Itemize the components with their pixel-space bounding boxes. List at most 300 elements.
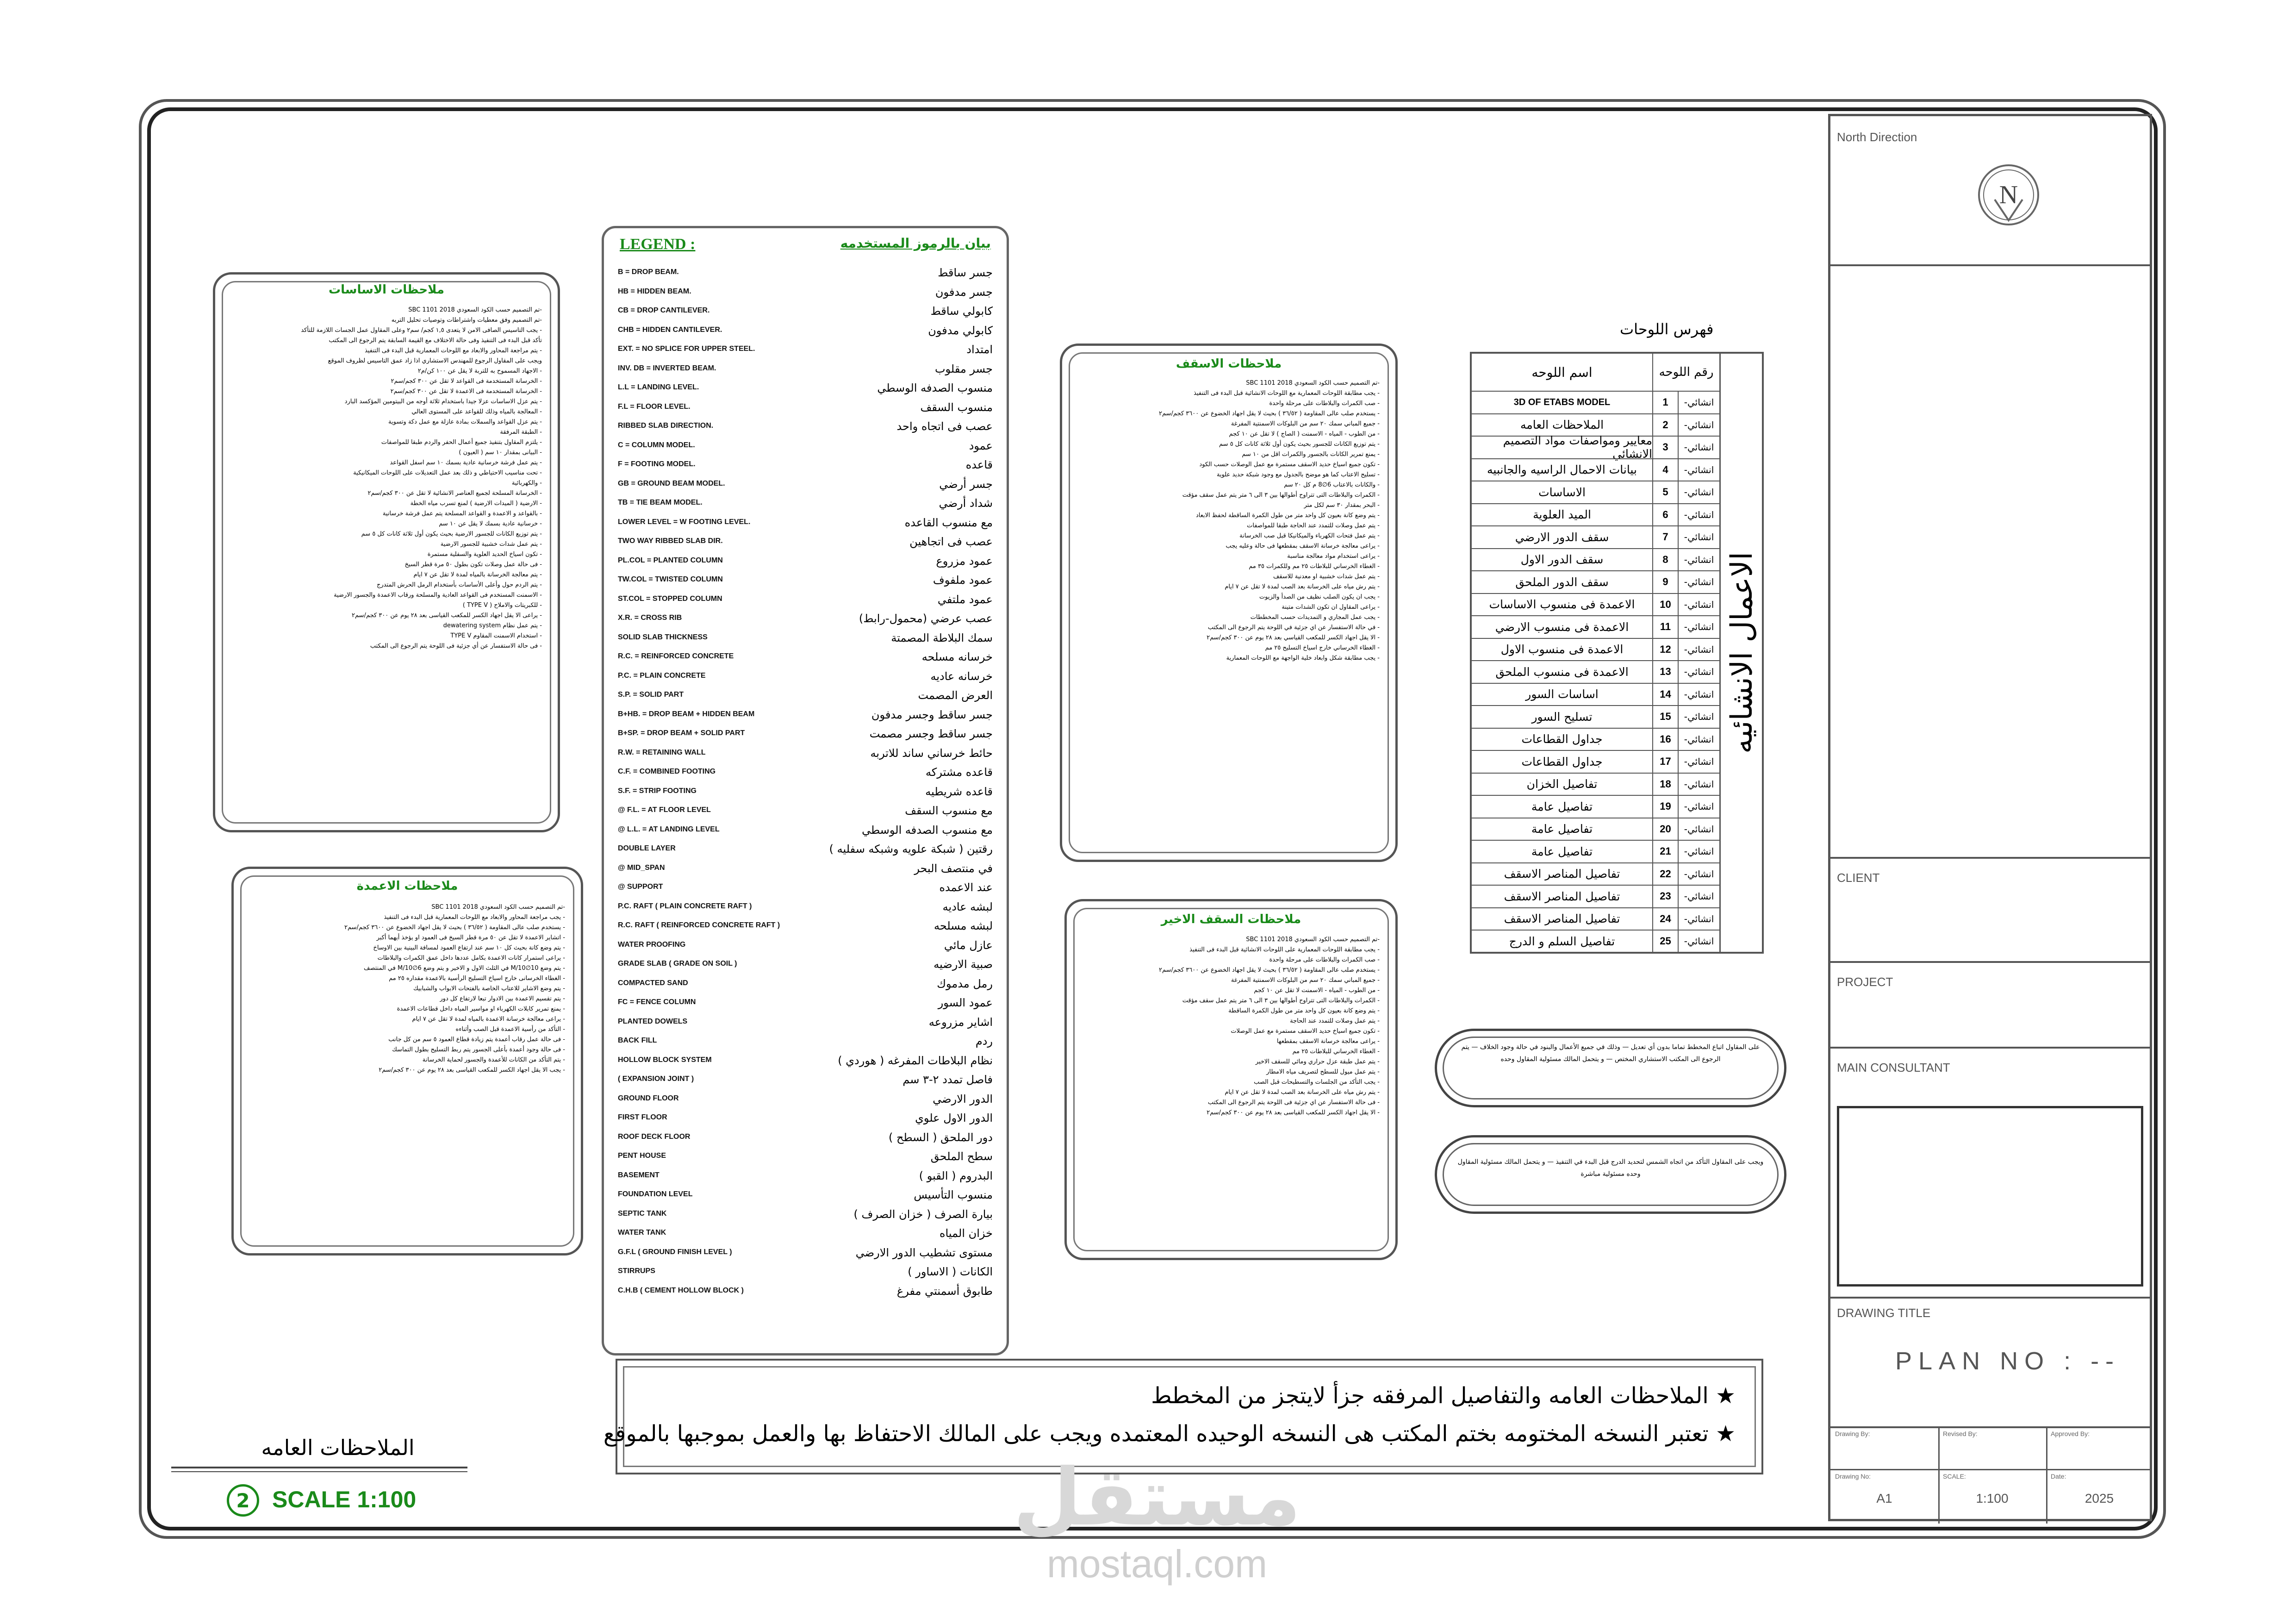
sheet-prefix: انشائي-	[1678, 841, 1719, 862]
note-line: - يتم عمل فتحات الكهرباء والميكانيكا قبل صب الخرسانة	[1239, 532, 1380, 539]
legend-meaning: رمل مدموك	[937, 977, 993, 990]
note-line: - يتم عمل شدات خشبية او معدنية للاسقف	[1273, 573, 1380, 580]
sheet-index-row	[1472, 705, 1719, 728]
tb-divider-4	[1830, 1047, 2150, 1049]
drawing-title-label: DRAWING TITLE	[1837, 1306, 1931, 1320]
note-pill-1-text: على المقاول اتباع المخطط تماما بدون أي تعديل — وذلك في جميع الأعمال والبنود في حالة وجود الخلاف — يتم الرجوع الى المكتب الاستشاري المختص — و يتحمل المالك مسئولية المقاول وحده	[1461, 1043, 1760, 1063]
sheet-index-row	[1472, 391, 1719, 413]
sheet-index-row	[1472, 548, 1719, 571]
tb-hline	[1830, 1469, 2150, 1470]
notes-columns-lines	[249, 902, 565, 1075]
legend-meaning: لبشه مسلحه	[933, 919, 993, 932]
legend-meaning: الدور الارضي	[933, 1092, 993, 1106]
legend-symbol: B+SP. = DROP BEAM + SOLID PART	[618, 729, 745, 737]
sheet-number: 22	[1652, 863, 1678, 885]
sheet-index-row	[1472, 615, 1719, 638]
note-line: - فى حالة وجود أعمدة بأعلى الجسور يتم ربط التسليح بطول التماسك	[392, 1046, 565, 1053]
note-line: - الكمرات والبلاطات التى تتراوح أطوالها بين ٣ الى ٦ متر يتم عمل سقف مؤقت	[1182, 997, 1380, 1004]
legend-meaning: ردم	[975, 1035, 993, 1048]
legend-row	[618, 438, 993, 456]
note-line: - التأكد من رأسية الاعمدة قبل الصب وأثناءه	[455, 1026, 565, 1033]
note-line: ويجب على المقاول الرجوع للمهندس الاستشاري اذا زاد عمق التاسيس لظروف الموقع	[328, 357, 542, 364]
structural-works-label: الاعمال الانشائيه	[1725, 552, 1759, 754]
legend-meaning: جسر مقلوب	[934, 362, 993, 375]
note-line: - يراعى استمرار كانات الاعمدة بكامل عددها داخل عمق الكمرات والبلاطات	[377, 955, 565, 962]
date-label: Date:	[2051, 1473, 2066, 1480]
legend-symbol: B = DROP BEAM.	[618, 268, 679, 276]
notes-roof-lines	[1083, 935, 1380, 1118]
sheet-name: الميد العلوية	[1533, 508, 1591, 522]
legend-row	[618, 304, 993, 321]
note-line: - يتم مراجعة المحاور والابعاد مع اللوحات المعمارية قبل البدء فى التنفيذ	[365, 347, 542, 354]
note-line: - فى حالة عمل وصلات تكون بطول ٥٠ مرة قطر السيخ	[404, 561, 542, 568]
notes-foundations-panel	[213, 272, 560, 832]
sheet-name: تفاصيل المناصر الاسقف	[1504, 867, 1620, 881]
legend-row	[618, 784, 993, 802]
sheet-number: 15	[1652, 706, 1678, 728]
note-line: - يراعى استخدام مواد معالجة مناسبة	[1287, 553, 1380, 560]
note-line: - يتم معالجة الخرسانة بالمياه لمدة لا تقل عن ٧ ايام	[413, 571, 542, 578]
note-line: - تكون اسياخ الحديد العلوية والسفلية مستمرة	[427, 551, 542, 558]
legend-meaning: جسر ساقط	[938, 266, 993, 279]
scale-value: 1:100	[1976, 1491, 2009, 1505]
sheet-index-row	[1472, 862, 1719, 885]
note-line: - الغطاء الخرساني للبلاطات ٢٥ مم وللكمرات ٣٥ مم	[1249, 563, 1380, 570]
note-line: - يتم عزل القواعد والسملات بمادة عازلة مع عمل دكة وتسوية	[388, 418, 542, 425]
legend-meaning: عمود ملتفي	[937, 593, 993, 606]
note-line: - يتم رش مياه على الخرسانة بعد الصب لمدة لا تقل عن ٧ ايام	[1225, 583, 1380, 590]
legend-meaning: عصب عرضي (محمول-رابط)	[859, 612, 993, 625]
note-line: - يتم عمل وصلات للتمدد عند الحاجة	[1290, 1018, 1380, 1024]
sheet-number: 14	[1652, 684, 1678, 706]
legend-symbol: P.C. = PLAIN CONCRETE	[618, 671, 706, 680]
sheet-prefix: انشائي-	[1678, 863, 1719, 885]
legend-title-ar: بيان بالرموز المستخدمه	[840, 236, 991, 251]
sheet-name: تفاصيل عامة	[1531, 844, 1593, 858]
note-line: - يمنع تمرير الكانات بالجسور والكمرات اقل من ١٠ سم	[1242, 451, 1380, 458]
general-note-2-text: تعتبر النسخه المختومه بختم المكتب هى النسخه الوحيده المعتمده ويجب على المالك الاحتفاظ بها والعمل بموجبها بالموقع	[603, 1421, 1709, 1447]
note-line: - يتم عمل شدات خشبية للجسور الارضية	[440, 541, 542, 548]
general-note-1	[1151, 1383, 1736, 1409]
legend-row	[618, 1111, 993, 1128]
notes-slabs-panel	[1060, 344, 1398, 862]
sheet-index-row	[1472, 638, 1719, 661]
note-line: - الغطاء الخرساني خارج اسياخ التسليح ٢٥ مم	[1265, 644, 1380, 651]
note-line: - المعالجة بالمياه وذلك للقواعد على المستوى العالي	[411, 408, 542, 415]
legend-symbol: DOUBLE LAYER	[618, 844, 676, 852]
legend-meaning: قاعده مشتركه	[926, 766, 993, 779]
legend-row	[618, 534, 993, 552]
legend-meaning: الدور الاول علوي	[915, 1112, 993, 1124]
notes-foundations-title: ملاحظات الاساسات	[329, 283, 444, 297]
note-line: - يتم تقسيم الاعمدة بين الادوار تبعا لارتفاع كل دور	[440, 995, 565, 1002]
note-line: - الخرسانة المستخدمة فى الاعمدة لا تقل عن ٣٠٠ كجم/سم٢	[390, 388, 542, 395]
legend-symbol: G.F.L ( GROUND FINISH LEVEL )	[618, 1248, 732, 1256]
legend-row	[618, 285, 993, 302]
legend-symbol: RIBBED SLAB DIRECTION.	[618, 422, 714, 430]
sheet-index-row	[1472, 840, 1719, 862]
note-line: - والكهربائية	[511, 480, 542, 487]
legend-row	[618, 265, 993, 283]
note-line: - يستخدم صلب عالى المقاومة ( ٣٦/٥٢ ) بحيث لا يقل اجهاد الخضوع عن ٣٦٠٠ كجم/سم٢	[1159, 967, 1380, 974]
legend-meaning: خرسانه مسلحه	[921, 650, 993, 663]
sheet-prefix: انشائي-	[1678, 639, 1719, 661]
sheet-number: 5	[1652, 481, 1678, 503]
tb-divider-2	[1830, 857, 2150, 859]
sheet-name: تفاصيل عامة	[1531, 800, 1593, 813]
sheet-number: 1	[1652, 392, 1678, 413]
legend-row	[618, 957, 993, 974]
notes-slabs-lines	[1078, 378, 1380, 663]
tb-divider-1	[1830, 264, 2150, 266]
sheet-number: 25	[1652, 931, 1678, 952]
plan-number: PLAN NO : --	[1895, 1347, 2121, 1375]
legend-meaning: كابولي مدفون	[928, 324, 993, 337]
drawing-label	[171, 1435, 472, 1523]
sheet-name: اساسات السور	[1525, 687, 1599, 701]
legend-row	[618, 650, 993, 667]
legend-meaning: عمود ملفوف	[933, 574, 993, 587]
sheet-number: 23	[1652, 886, 1678, 907]
legend-symbol: GROUND FLOOR	[618, 1094, 679, 1102]
note-pill-1	[1435, 1029, 1786, 1107]
note-line: - فى حالة الاستفسار عن أي جزئية فى اللوحة يتم الرجوع الى المكتب	[370, 643, 542, 650]
sheet-name: جداول القطاعات	[1521, 732, 1603, 746]
sheet-name: تفاصيل المناصر الاسقف	[1504, 889, 1620, 903]
legend-symbol: S.P. = SOLID PART	[618, 691, 684, 699]
note-line: - يجب مطابقة اللوحات المعمارية على اللوحات الانشائية قبل البدء فى التنفيذ	[1189, 946, 1380, 953]
legend-row	[618, 477, 993, 494]
note-line: - الكمرات والبلاطات التى تتراوح أطوالها بين ٣ الى ٦ متر يتم عمل سقف مؤقت	[1182, 492, 1380, 499]
sheet-prefix: انشائي-	[1678, 414, 1719, 436]
legend-meaning: قاعده شريطيه	[925, 785, 993, 798]
note-line: -تم التصميم وفق معطيات واشتراطات وتوصيات تحليل التربه	[391, 317, 542, 324]
note-line: - الاجهاد المسموح به للتربة لا يقل عن ١٠٠ كن/م٢	[417, 368, 542, 375]
client-label: CLIENT	[1837, 871, 1880, 885]
note-line: - الاسمنت المستخدم فى القواعد العادية والمسلحة ورقاب الاعمدة والجسور الارضية	[334, 592, 542, 599]
sheet-prefix: انشائي-	[1678, 481, 1719, 503]
legend-symbol: X.R. = CROSS RIB	[618, 614, 682, 622]
scale-label: SCALE:	[1943, 1473, 1966, 1480]
legend-symbol: C = COLUMN MODEL.	[618, 441, 695, 449]
main-consultant-label: MAIN CONSULTANT	[1837, 1061, 1950, 1074]
note-line: - يراعى الا يقل اجهاد الكسر للمكعب القياسى بعد ٢٨ يوم عن ٣٠٠ كجم/سم٢	[352, 612, 542, 619]
drawing-by-label: Drawing By:	[1835, 1430, 1870, 1437]
sheet-index-table	[1470, 352, 1764, 954]
legend-symbol: SEPTIC TANK	[618, 1209, 667, 1218]
notes-slabs-title: ملاحظات الاسقف	[1176, 357, 1282, 371]
legend-meaning: العرض المصمت	[918, 689, 993, 702]
legend-row	[618, 1053, 993, 1071]
star-bullet-icon: ★	[1715, 1421, 1736, 1447]
note-line: - يتم وضع 10∅10/M في الثلث الاول و الاخير و يتم وضع 6∅10/M في المنتصف	[363, 965, 565, 972]
sheet-number: 20	[1652, 818, 1678, 840]
sheet-prefix: انشائي-	[1678, 684, 1719, 706]
legend-symbol: GB = GROUND BEAM MODEL.	[618, 479, 725, 487]
note-line: - يجب ان يكون الصلب نظيف من الصدأ والزيوت	[1259, 593, 1380, 600]
legend-symbol: ROOF DECK FLOOR	[618, 1132, 691, 1141]
note-line: - يلتزم المقاول بتنفيذ جميع أعمال الحفر والردم طبقا للمواصفات	[381, 439, 542, 446]
sheet-prefix: انشائي-	[1678, 706, 1719, 728]
legend-panel	[602, 226, 1009, 1355]
note-line: - يتم التأكد من الكانات للأعمدة والجسور لحماية الخرسانة	[422, 1056, 565, 1063]
sheet-prefix: انشائي-	[1678, 661, 1719, 683]
title-block	[1828, 114, 2152, 1521]
sheet-index-row	[1472, 481, 1719, 503]
legend-title-en: LEGEND :	[620, 236, 696, 253]
sheet-number: 3	[1652, 437, 1678, 458]
legend-row	[618, 1149, 993, 1167]
legend-meaning: عمود	[969, 439, 993, 452]
note-pill-2-text: ويجب على المقاول التأكد من اتجاه الشمس لتحديد الدرج قبل البدء في التنفيذ — و يتحمل المالك مسئولية المقاول وحده مسئولية مباشرة	[1457, 1158, 1764, 1178]
legend-symbol: HB = HIDDEN BEAM.	[618, 287, 691, 295]
sheet-prefix: انشائي-	[1678, 549, 1719, 571]
sheet-index-title: فهرس اللوحات	[1620, 320, 1714, 338]
legend-symbol: C.F. = COMBINED FOOTING	[618, 768, 716, 775]
sheet-index-row	[1472, 818, 1719, 840]
legend-meaning: مع منسوب الصدفه الوسطي	[862, 823, 993, 837]
legend-symbol: EXT. = NO SPLICE FOR UPPER STEEL.	[618, 345, 755, 353]
drawing-label-rule	[171, 1467, 467, 1468]
legend-meaning: خزان المياه	[940, 1227, 993, 1240]
legend-row	[618, 573, 993, 590]
legend-meaning: في منتصف البحر	[914, 862, 993, 875]
drawing-scale: SCALE 1:100	[272, 1487, 417, 1512]
notes-roof-title: ملاحظات السقف الاخير	[1161, 912, 1301, 926]
north-arrow-icon	[1976, 162, 2041, 227]
legend-symbol: B+HB. = DROP BEAM + HIDDEN BEAM	[618, 710, 755, 718]
legend-symbol: ST.COL = STOPPED COLUMN	[618, 594, 722, 603]
general-note-1-text: الملاحظات العامه والتفاصيل المرفقه جزأ لايتجز من المخطط	[1151, 1383, 1709, 1409]
sheet-prefix: انشائي-	[1678, 818, 1719, 840]
notes-roof-panel	[1064, 899, 1398, 1260]
sheet-index-row	[1472, 907, 1719, 930]
legend-meaning: عمود السور	[938, 996, 993, 1009]
legend-meaning: منسوب السقف	[920, 400, 993, 414]
sheet-prefix: انشائي-	[1678, 796, 1719, 818]
note-line: - البحر بمقدار ٣٠ سم لكل متر	[1304, 502, 1380, 509]
notes-foundations-lines	[231, 305, 542, 651]
note-line: - الغطاء الخرسانى خارج اسياخ التسليح الرأسية بالاعمدة مقداره ٢٥ مم	[389, 975, 565, 982]
legend-symbol: P.C. RAFT ( PLAIN CONCRETE RAFT )	[618, 902, 752, 910]
sheet-index-row	[1472, 683, 1719, 706]
note-line: - بالقواعد و الاعمدة و القواعد المسلحة يتم عمل فرشة خرسانية	[382, 510, 542, 517]
sheet-prefix: انشائي-	[1678, 616, 1719, 638]
note-line: - يراعى معالجة خرسانة الاعمدة بالمياه لمدة لا تقل عن ٧ ايام	[412, 1016, 565, 1023]
sheet-index-row	[1472, 660, 1719, 683]
legend-meaning: منسوب الصدفه الوسطي	[877, 381, 993, 394]
note-line: - يجب الا يقل اجهاد الكسر للمكعب القياسى بعد ٢٨ يوم عن ٣٠٠ كجم/سم٢	[379, 1067, 565, 1074]
note-line: - الخرسانة المسلحة لجميع العناصر الانشائية لا تقل عن ٣٠٠ كجم/سم٢	[367, 490, 542, 497]
sheet-prefix: انشائي-	[1678, 729, 1719, 750]
sheet-prefix: انشائي-	[1678, 437, 1719, 458]
legend-symbol: @ F.L. = AT FLOOR LEVEL	[618, 806, 711, 814]
legend-row	[618, 323, 993, 341]
sheet-number: 9	[1652, 571, 1678, 593]
note-line: - من الطوب - المياه - الاسمنت لا تقل عن ١٠ كجم	[1254, 987, 1380, 994]
notes-columns-title: ملاحظات الاعمدة	[356, 879, 458, 893]
note-line: - يجب التاسيس الصافى الامن لا يتعدى ١,٥ كجم/ سم٢ وعلى المقاول عمل الجسات اللازمة للتأكد	[301, 327, 542, 334]
drawing-label-rule-thin	[171, 1471, 467, 1472]
legend-symbol: R.W. = RETAINING WALL	[618, 748, 706, 756]
legend-row	[618, 419, 993, 437]
title-block-footer	[1830, 1426, 2150, 1524]
note-line: - يجب مطابقة اللوحات المعمارية مع اللوحات الانشائية قبل البدء فى التنفيذ	[1194, 390, 1380, 397]
legend-symbol: STIRRUPS	[618, 1267, 655, 1275]
legend-meaning: فاصل تمدد ٢-٣ سم	[902, 1073, 993, 1086]
sheet-index-row	[1472, 458, 1719, 481]
sheet-prefix: انشائي-	[1678, 526, 1719, 548]
sheet-index-row	[1472, 795, 1719, 818]
sheet-name: تفاصيل عامة	[1531, 822, 1593, 836]
note-line: - الارضية ( الميدات الارضية ) لمنع تسرب مياه الخطة	[410, 500, 542, 507]
drawing-no-value: A1	[1876, 1491, 1892, 1505]
legend-symbol: S.F. = STRIP FOOTING	[618, 787, 697, 795]
legend-row	[618, 995, 993, 1013]
legend-meaning: جسر أرضي	[939, 477, 993, 491]
note-line: - يتم توزيع الكانات للجسور الارضية بحيث يكون أول ثلاثة كانات كل ٥ سم	[361, 531, 542, 537]
sheet-prefix: انشائي-	[1678, 392, 1719, 413]
legend-symbol: ( EXPANSION JOINT )	[618, 1075, 694, 1083]
note-line: - جميع المباني سمك ٢٠ سم من البلوكات الاسمنتية المفرغة	[1231, 420, 1380, 427]
legend-meaning: حائط خرساني ساند للاتربه	[870, 746, 993, 760]
legend-row	[618, 362, 993, 379]
sheet-name: الاعمدة فى منسوب الارضي	[1495, 620, 1629, 634]
legend-meaning: سمك البلاطة المصمتة	[891, 631, 993, 644]
legend-symbol: @ SUPPORT	[618, 883, 663, 891]
legend-row	[618, 1015, 993, 1032]
legend-symbol: F.L = FLOOR LEVEL.	[618, 402, 691, 411]
legend-meaning: دور الملحق ( السطح )	[889, 1131, 993, 1144]
watermark-url: mostaql.com	[1046, 1542, 1268, 1586]
note-line: - يجب مراجعة المحاور والابعاد مع اللوحات المعمارية قبل البدء فى التنفيذ	[384, 914, 565, 921]
sheet-prefix: انشائي-	[1678, 594, 1719, 616]
sheet-name: تفاصيل المناصر الاسقف	[1504, 912, 1620, 926]
note-line: - اتشاير الاعمدة لا تقل عن ٥٠ مرة قطر السيخ فى العمود او يؤخذ أيهما أكبر	[376, 934, 565, 941]
legend-meaning: صبية الارضيه	[933, 958, 993, 971]
legend-row	[618, 400, 993, 418]
legend-meaning: نظام البلاطات المفرغه ( هوردي )	[838, 1054, 993, 1067]
col-number-header: رقم اللوحه	[1652, 354, 1719, 391]
legend-meaning: عند الاعمده	[939, 881, 993, 894]
sheet-index-row	[1472, 525, 1719, 548]
tb-vline-1	[1938, 1426, 1940, 1524]
note-line: - تكون جميع اسياخ حديد الاسقف مستمرة مع عمل الوصلات حسب الكود	[1199, 461, 1380, 468]
note-line: - صب الكمرات والبلاطات على مرحلة واحدة	[1269, 956, 1380, 963]
legend-meaning: شداد أرضي	[939, 497, 993, 510]
legend-meaning: لبشه عاديه	[942, 900, 993, 913]
sheet-name: سقف الدور الاول	[1520, 553, 1604, 567]
sheet-index-row	[1472, 750, 1719, 773]
legend-symbol: F = FOOTING MODEL.	[618, 460, 696, 468]
note-pill-2	[1435, 1135, 1786, 1214]
note-line: تأكد قبل البدء فى التنفيذ وفى حالة الاختلاف مع القيمة السابقة يتم الرجوع الى المكتب	[329, 337, 542, 344]
sheet-number: 12	[1652, 639, 1678, 661]
legend-row	[618, 688, 993, 706]
legend-row	[618, 880, 993, 898]
sheet-name: معايير ومواصفات مواد التصميم الانشائي	[1503, 434, 1652, 461]
legend-symbol: FIRST FLOOR	[618, 1113, 667, 1121]
legend-row	[618, 1187, 993, 1205]
note-line: - يمنع تمرير كابلات الكهرباء او مواسير المياه داخل قطاعات الاعمدة	[397, 1006, 565, 1012]
sheet-number: 18	[1652, 774, 1678, 795]
legend-symbol: C.H.B ( CEMENT HOLLOW BLOCK )	[618, 1286, 744, 1294]
sheet-prefix: انشائي-	[1678, 886, 1719, 907]
sheet-prefix: انشائي-	[1678, 571, 1719, 593]
sheet-name: تفاصيل الخزان	[1526, 777, 1598, 791]
legend-symbol: GRADE SLAB ( GRADE ON SOIL )	[618, 960, 737, 968]
legend-symbol: INV. DB = INVERTED BEAM.	[618, 364, 716, 372]
legend-row	[618, 592, 993, 610]
legend-row	[618, 746, 993, 763]
legend-row	[618, 1226, 993, 1243]
drawing-no-label: Drawing No:	[1835, 1473, 1871, 1480]
note-line: - يتم رش مياه على الخرسانة بعد الصب لمدة لا تقل عن ٧ ايام	[1225, 1089, 1380, 1096]
note-line: - تحت مناسيب الاحتياطي و ذلك بعد عمل التعديلات على اللوحات الميكانيكية	[353, 469, 542, 476]
note-line: - الا يقل اجهاد الكسر للمكعب القياسي بعد ٢٨ يوم عن ٣٠٠ كجم/سم٢	[1207, 634, 1380, 641]
legend-row	[618, 899, 993, 917]
legend-meaning: اشاير مزروعه	[928, 1015, 993, 1029]
note-line: - يراعى معالجة خرسانة الاسقف بمقطعها فى حالة وعليه يجب	[1226, 543, 1380, 550]
note-line: - يتم عزل الاساسات عزلا جيدا باستخدام ثلاثة أوجه من البيتومين المؤكسد البارد	[344, 398, 542, 405]
legend-symbol: PLANTED DOWELS	[618, 1017, 688, 1025]
sheet-number: 24	[1652, 908, 1678, 930]
note-line: - من الطوب - المياه - الاسمنت ( الصاج ) لا تقل عن ١٠ كجم	[1229, 431, 1380, 437]
side-label-cell	[1719, 354, 1763, 952]
legend-symbol: R.C. RAFT ( REINFORCED CONCRETE RAFT )	[618, 921, 780, 929]
sheet-index-row	[1472, 885, 1719, 907]
legend-row	[618, 765, 993, 782]
note-line: - للكبريتات والاملاح ( TYPE V )	[462, 602, 542, 609]
legend-meaning: جسر ساقط وجسر مدفون	[871, 708, 993, 721]
legend-row	[618, 918, 993, 936]
note-line: - خرسانية عادية بسمك لا يقل عن ١٠ سم	[439, 520, 542, 527]
note-line: - يتم عمل وصلات للتمدد عند الحاجة طبقا للمواصفات	[1247, 522, 1380, 529]
sheet-name: سقف الدور الارضي	[1515, 530, 1609, 544]
legend-meaning: مع منسوب القاعده	[904, 516, 993, 529]
sheet-name: 3D OF ETABS MODEL	[1513, 397, 1611, 407]
legend-row	[618, 1284, 993, 1301]
sheet-prefix: انشائي-	[1678, 504, 1719, 526]
legend-row	[618, 669, 993, 687]
note-line: - يتم عمل فرشة خرسانية عادية بسمك ١٠ سم اسفل القواعد	[390, 459, 542, 466]
sheet-number: 7	[1652, 526, 1678, 548]
sheet-prefix: انشائي-	[1678, 931, 1719, 952]
sheet-name: جداول القطاعات	[1521, 755, 1603, 768]
legend-meaning: مع منسوب السقف	[905, 804, 993, 817]
legend-symbol: FOUNDATION LEVEL	[618, 1190, 693, 1198]
legend-meaning: قاعده	[965, 458, 993, 471]
notes-columns-panel	[231, 867, 583, 1255]
north-direction-label: North Direction	[1837, 130, 1917, 144]
legend-symbol: FC = FENCE COLUMN	[618, 998, 696, 1006]
legend-meaning: مستوى تشطيب الدور الارضي	[855, 1246, 993, 1259]
project-label: PROJECT	[1837, 975, 1893, 989]
date-value: 2025	[2084, 1491, 2114, 1505]
sheet-number: 2	[1652, 414, 1678, 436]
legend-meaning: سطح الملحق	[930, 1150, 993, 1163]
star-bullet-icon: ★	[1715, 1383, 1736, 1409]
note-line: - استخدام الاسمنت المقاوم TYPE V	[450, 632, 542, 639]
note-line: -تم التصميم حسب الكود السعودي SBC 1101 2018	[431, 904, 565, 911]
note-line: - يتم وضع كانة بعيون كل واحد متر من طول الكمرة الساقطة	[1228, 1007, 1380, 1014]
legend-row	[618, 707, 993, 725]
sheet-index-row	[1472, 773, 1719, 795]
sheet-number: 16	[1652, 729, 1678, 750]
legend-meaning: جسر ساقط وجسر مصمت	[869, 727, 993, 740]
watermark-logo: مستقل	[1013, 1452, 1301, 1543]
sheet-number: 4	[1652, 459, 1678, 481]
